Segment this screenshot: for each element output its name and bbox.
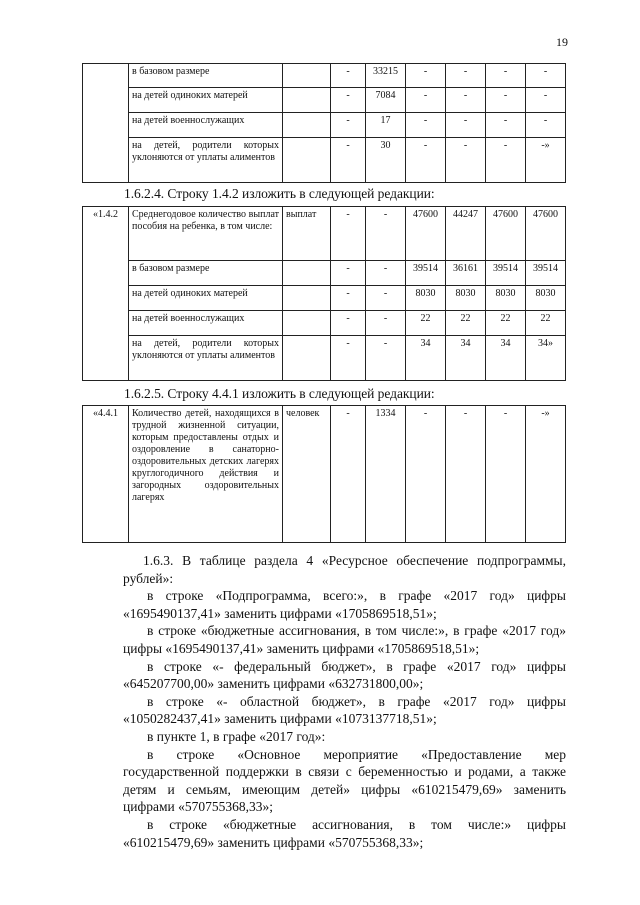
table-cell [83, 64, 129, 183]
table-cell: - [366, 261, 406, 286]
table-cell: человек [283, 406, 331, 543]
table-cell: 34» [526, 336, 566, 381]
table-row [83, 406, 566, 543]
table-cell: 47600 [526, 207, 566, 261]
table-cell: 22 [526, 311, 566, 336]
table-cell: - [366, 311, 406, 336]
table-cell: 34 [446, 336, 486, 381]
paragraph: в строке «Подпрограмма, всего:», в графе «2017 год» цифры «1695490137,41» заменить цифрами «1705869518,51»; [123, 588, 566, 621]
table-cell: - [406, 88, 446, 113]
table-cell: - [331, 207, 366, 261]
table-cell: - [486, 88, 526, 113]
table-cell: - [366, 207, 406, 261]
table-row-1-4-2 [82, 206, 566, 381]
table-cell: - [406, 138, 446, 183]
table-cell: 47600 [486, 207, 526, 261]
table-cell: - [331, 311, 366, 336]
paragraph: в строке «бюджетные ассигнования, в том числе:» цифры «610215479,69» заменить цифрами «570755368,33»; [123, 816, 566, 850]
table-cell: - [406, 113, 446, 138]
table-cell: - [486, 113, 526, 138]
table-cell [283, 336, 331, 381]
section-heading: 1.6.2.5. Строку 4.4.1 изложить в следующей редакции: [124, 386, 435, 401]
table-cell: - [446, 64, 486, 88]
table-cell: - [486, 406, 526, 543]
row-number: «1.4.2 [83, 207, 129, 381]
paragraph: в пункте 1, в графе «2017 год»: [147, 728, 326, 744]
table-cell: 33215 [366, 64, 406, 88]
paragraph: 1.6.3. В таблице раздела 4 «Ресурсное обеспечение подпрограммы, рублей»: [123, 553, 566, 586]
table-cell: -» [526, 138, 566, 183]
table-row [83, 138, 566, 183]
table-cell: - [331, 113, 366, 138]
paragraph: в строке «Основное мероприятие «Предоставление мер государственной поддержки в связи с беременностью и родами, а также детям и семьям, имеющим детей» цифры «610215479,69» заменить цифрами «570755368,33»; [123, 746, 566, 815]
table-cell: 47600 [406, 207, 446, 261]
table-cell: -» [526, 406, 566, 543]
row-label: в базовом размере [129, 261, 283, 286]
paragraph: в строке «бюджетные ассигнования, в том числе:», в графе «2017 год» цифры «1695490137,41» заменить цифрами «1705869518,51»; [123, 623, 566, 656]
table-cell: 17 [366, 113, 406, 138]
table-cell: 36161 [446, 261, 486, 286]
table-cell: выплат [283, 207, 331, 261]
section-heading: 1.6.2.4. Строку 1.4.2 изложить в следующей редакции: [124, 186, 435, 201]
table-cell [283, 113, 331, 138]
table-cell: 34 [486, 336, 526, 381]
row-label: на детей одиноких матерей [129, 286, 283, 311]
row-label: на детей, родители которых уклоняются от уплаты алиментов [129, 138, 283, 183]
table-cell: 8030 [406, 286, 446, 311]
table-cell: - [331, 406, 366, 543]
table-cell: - [486, 138, 526, 183]
table-cell: 39514 [486, 261, 526, 286]
table-cell: 30 [366, 138, 406, 183]
table-cell: - [446, 88, 486, 113]
table-cell: 8030 [486, 286, 526, 311]
row-label: на детей одиноких матерей [129, 88, 283, 113]
table-row [83, 286, 566, 311]
table-cell: - [406, 64, 446, 88]
table-cell: 22 [486, 311, 526, 336]
table-row [83, 207, 566, 261]
table-cell: - [446, 113, 486, 138]
row-label: в базовом размере [129, 64, 283, 88]
table-continuation [82, 63, 566, 183]
page-number: 19 [556, 35, 568, 49]
row-label: на детей военнослужащих [129, 311, 283, 336]
table-cell: - [331, 88, 366, 113]
table-cell: 8030 [526, 286, 566, 311]
table-cell [283, 138, 331, 183]
row-label: Среднегодовое количество выплат пособия на ребенка, в том числе: [129, 207, 283, 261]
table-cell: 39514 [526, 261, 566, 286]
table-cell: 34 [406, 336, 446, 381]
table-cell [283, 311, 331, 336]
table-cell: 8030 [446, 286, 486, 311]
table-cell: - [331, 64, 366, 88]
table-cell: 1334 [366, 406, 406, 543]
table-cell: - [331, 336, 366, 381]
row-label: на детей, родители которых уклоняются от уплаты алиментов [129, 336, 283, 381]
table-cell: - [366, 336, 406, 381]
paragraph: в строке «- федеральный бюджет», в графе «2017 год» цифры «645207700,00» заменить цифрами «632731800,00»; [123, 658, 566, 692]
table-row-4-4-1 [82, 405, 566, 543]
table-cell: 39514 [406, 261, 446, 286]
row-number: «4.4.1 [83, 406, 129, 543]
table-cell: - [486, 64, 526, 88]
table-cell: - [366, 286, 406, 311]
table-cell: - [406, 406, 446, 543]
table-cell [283, 286, 331, 311]
table-cell [283, 88, 331, 113]
table-cell: - [331, 138, 366, 183]
table-row [83, 336, 566, 381]
table-row [83, 261, 566, 286]
table-row [83, 64, 566, 88]
table-row [83, 113, 566, 138]
row-label: на детей военнослужащих [129, 113, 283, 138]
table-cell: 44247 [446, 207, 486, 261]
table-cell: 22 [406, 311, 446, 336]
table-cell [283, 261, 331, 286]
table-cell: - [526, 113, 566, 138]
table-cell: - [526, 64, 566, 88]
table-row [83, 88, 566, 113]
table-row [83, 311, 566, 336]
row-label: Количество детей, находящихся в трудной жизненной ситуации, которым предоставлены отдых и оздоровление в санаторно-оздоровительных детских лагерях круглогодичного действия и загородных оздоровительных лагерях [129, 406, 283, 543]
table-cell: 7084 [366, 88, 406, 113]
paragraph: в строке «- областной бюджет», в графе «2017 год» цифры «1050282437,41» заменить цифрами «1073137718,51»; [123, 693, 566, 727]
table-cell: - [446, 406, 486, 543]
table-cell: - [331, 261, 366, 286]
table-cell: - [446, 138, 486, 183]
table-cell: - [331, 286, 366, 311]
table-cell: 22 [446, 311, 486, 336]
table-cell: - [526, 88, 566, 113]
body-text [123, 552, 566, 851]
table-cell [283, 64, 331, 88]
